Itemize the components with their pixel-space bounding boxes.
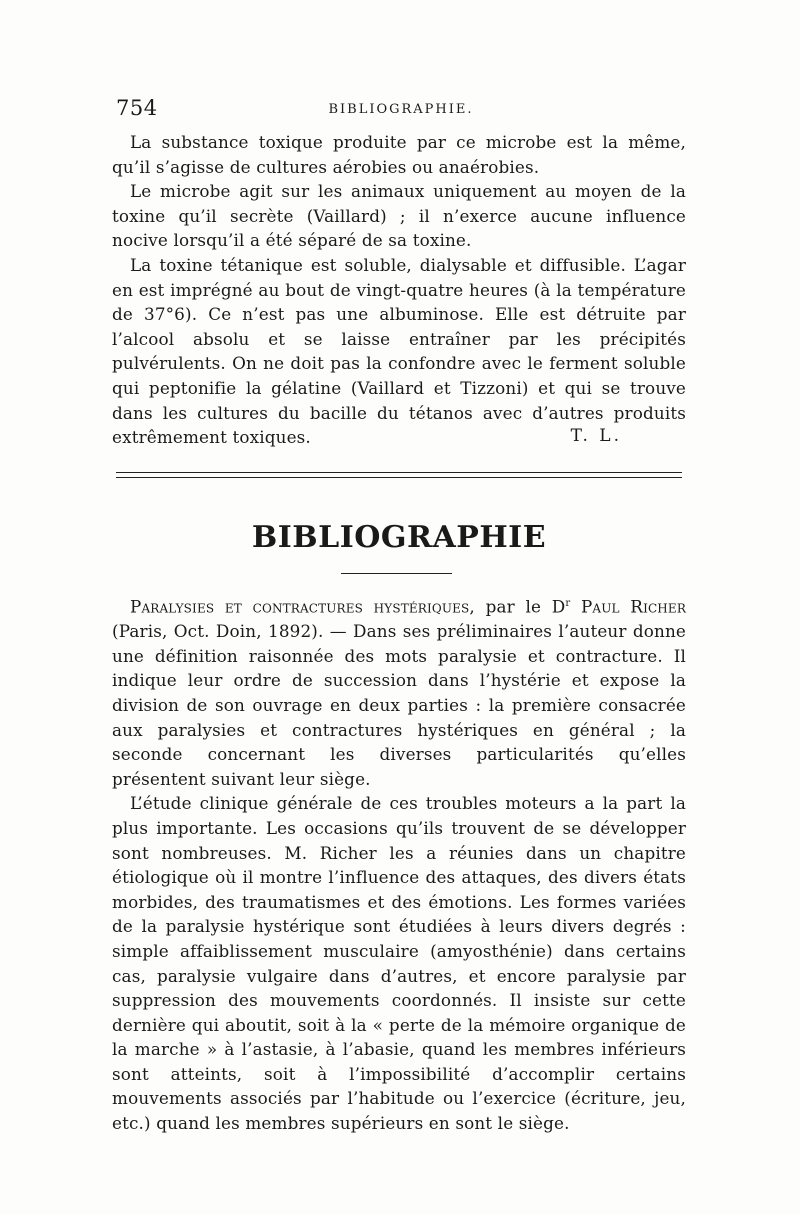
divider-rule	[116, 477, 682, 478]
page-number: 754	[116, 96, 158, 120]
entry-text: L’étude clinique générale de ces troubles moteurs a la part la plus importante. Les occasions qu’ils trouvent de se développer sont nombreuses. M. Richer les a réunies dans un chapitre étiologique où il montre l’influence des attaques, des divers états morbides, des traumatismes et des émotions. Les formes variées de la paralysie hystérique sont étudiées à leurs divers degrés : simple affaiblissement musculaire (amyosthénie) dans certains cas, paralysie vulgaire dans d’autres, et encore paralysie par suppression des mouvements coordonnés. Il insiste sur cette dernière qui aboutit, soit à la « perte de la mémoire organique de la marche » à l’astasie, à l’abasie, quand les membres inférieurs sont atteints, soit à l’impossibilité d’accomplir certains mouvements associés par l’habitude ou l’exercice (écriture, jeu, etc.) quand les membres supérieurs en sont le siège.	[112, 793, 686, 1134]
entry-author-sup: r	[565, 598, 571, 609]
paragraph: Le microbe agit sur les animaux uniquement au moyen de la toxine qu’il secrète (Vaillard) ; il n’exerce aucune influence nocive lorsqu’il a été séparé de sa toxine.	[112, 181, 686, 251]
running-head: BIBLIOGRAPHIE.	[328, 102, 474, 117]
divider-rule	[116, 472, 682, 473]
entry-author-prefix: par le D	[485, 596, 566, 617]
entry-paragraph	[112, 592, 686, 791]
page-header	[116, 96, 686, 126]
entry-text: (Paris, Oct. Doin, 1892). — Dans ses préliminaires l’auteur donne une définition raisonnée des mots paralysie et contracture. Il indique leur ordre de succession dans l’hystérie et expose la division de son ouvrage en deux parties : la première consacrée aux paralysies et contractures hystériques en général ; la seconde concernant les diverses particularités qu’elles présentent suivant leur siège.	[112, 621, 686, 789]
paragraph: La substance toxique produite par ce microbe est la même, qu’il s’agisse de cultures aérobies ou anaérobies.	[112, 132, 686, 177]
section-title: BIBLIOGRAPHIE	[251, 520, 547, 555]
paragraph: La toxine tétanique est soluble, dialysable et diffusible. L’agar en est imprégné au bout de vingt-quatre heures (à la température de 37°6). Ce n’est pas une albuminose. Elle est détruite par l’alcool absolu et se laisse entraîner par les précipités pulvérulents. On ne doit pas la confondre avec le ferment soluble qui peptonifie la gélatine (Vaillard et Tizzoni) et qui se trouve dans les cultures du bacille du tétanos avec d’autres produits extrêmement toxiques.	[112, 254, 686, 448]
entry-heading: Paralysies et contractures hystériques,	[130, 596, 475, 617]
article-end	[112, 130, 686, 450]
author-initials: T. L.	[570, 426, 622, 446]
entry-paragraph	[112, 791, 686, 1135]
bibliography-entry	[112, 592, 686, 1136]
entry-author: Paul Richer	[580, 596, 687, 617]
title-underline	[341, 573, 452, 574]
